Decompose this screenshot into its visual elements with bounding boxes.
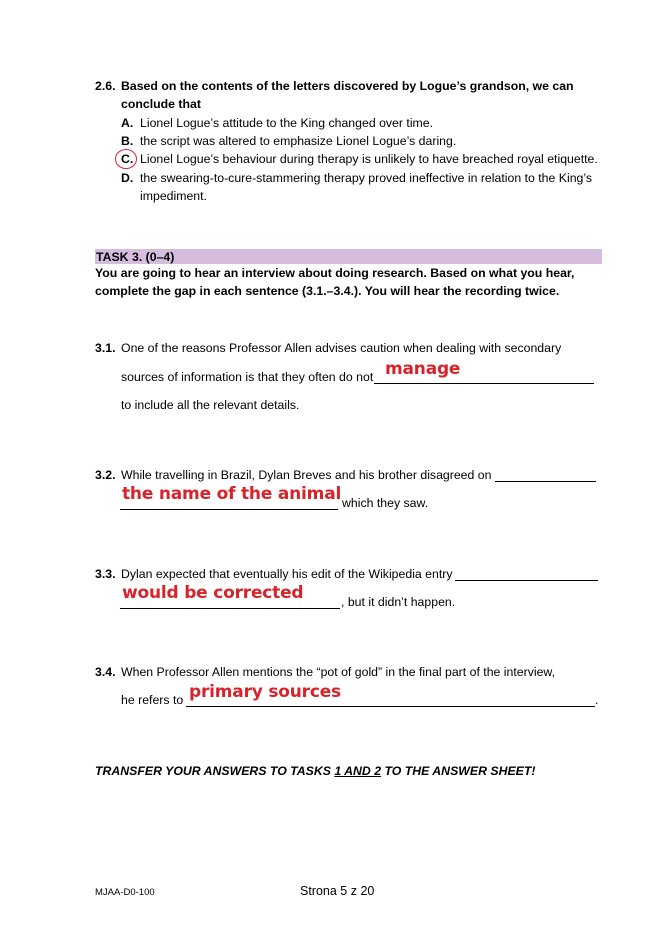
q33-line1: Dylan expected that eventually his edit of the Wikipedia entry <box>121 567 453 581</box>
q34-number: 3.4. <box>95 665 116 679</box>
q26-option-d-letter: D. <box>121 171 134 185</box>
q26-number: 2.6. <box>95 79 116 93</box>
q34-line2-tail: . <box>595 693 599 707</box>
q34-line1: When Professor Allen mentions the “pot of gold” in the final part of the interview, <box>121 665 556 679</box>
q26-option-a-letter: A. <box>121 116 134 130</box>
task3-instruction-line2: complete the gap in each sentence (3.1.–3.4.). You will hear the recording twice. <box>95 284 560 298</box>
q26-option-d-text: the swearing-to-cure-stammering therapy proved ineffective in relation to the King’s <box>140 171 593 185</box>
q26-stem-line2: conclude that <box>121 97 201 111</box>
q33-line2-tail: , but it didn’t happen. <box>341 595 456 609</box>
footer-page-number: Strona 5 z 20 <box>300 884 375 898</box>
q32-line2-tail: which they saw. <box>342 496 429 510</box>
q31-answer[interactable]: manage <box>385 359 461 379</box>
q32-answer-line-a <box>495 481 596 482</box>
q31-line3: to include all the relevant details. <box>121 398 300 412</box>
q34-line2: he refers to <box>121 693 184 707</box>
q31-answer-line <box>374 383 594 384</box>
q33-answer-line-b <box>120 608 340 609</box>
q32-answer[interactable]: the name of the animal <box>122 484 342 504</box>
q26-stem-line1: Based on the contents of the letters discovered by Logue’s grandson, we can <box>121 79 574 93</box>
transfer-tasks: 1 AND 2 <box>334 764 382 778</box>
q26-option-c-text: Lionel Logue’s behaviour during therapy is unlikely to have breached royal etiquette. <box>140 152 598 166</box>
q33-answer[interactable]: would be corrected <box>122 583 304 603</box>
transfer-instruction <box>95 764 535 778</box>
footer-code: MJAA-D0-100 <box>95 887 155 898</box>
q31-number: 3.1. <box>95 341 116 355</box>
q26-option-d-line2: impediment. <box>140 189 207 203</box>
task3-instruction-line1: You are going to hear an interview about doing research. Based on what you hear, <box>95 266 575 280</box>
q34-answer-line <box>186 706 595 707</box>
task3-title: TASK 3. (0–4) <box>96 250 175 264</box>
q26-option-b-text: the script was altered to emphasize Lionel Logue’s daring. <box>140 134 457 148</box>
transfer-after: TO THE ANSWER SHEET! <box>381 764 536 778</box>
q32-answer-line-b <box>120 509 338 510</box>
q31-line1: One of the reasons Professor Allen advises caution when dealing with secondary <box>121 341 562 355</box>
q32-number: 3.2. <box>95 468 116 482</box>
q34-answer[interactable]: primary sources <box>189 682 341 702</box>
q26-option-c-letter: C. <box>121 152 134 166</box>
q31-line2: sources of information is that they often do not <box>121 370 374 384</box>
q26-option-b-letter: B. <box>121 134 134 148</box>
q26-option-a-text: Lionel Logue’s attitude to the King changed over time. <box>140 116 434 130</box>
q33-number: 3.3. <box>95 567 116 581</box>
transfer-before: TRANSFER YOUR ANSWERS TO TASKS <box>95 764 335 778</box>
q32-line1: While travelling in Brazil, Dylan Breves and his brother disagreed on <box>121 468 492 482</box>
q33-answer-line-a <box>455 580 598 581</box>
